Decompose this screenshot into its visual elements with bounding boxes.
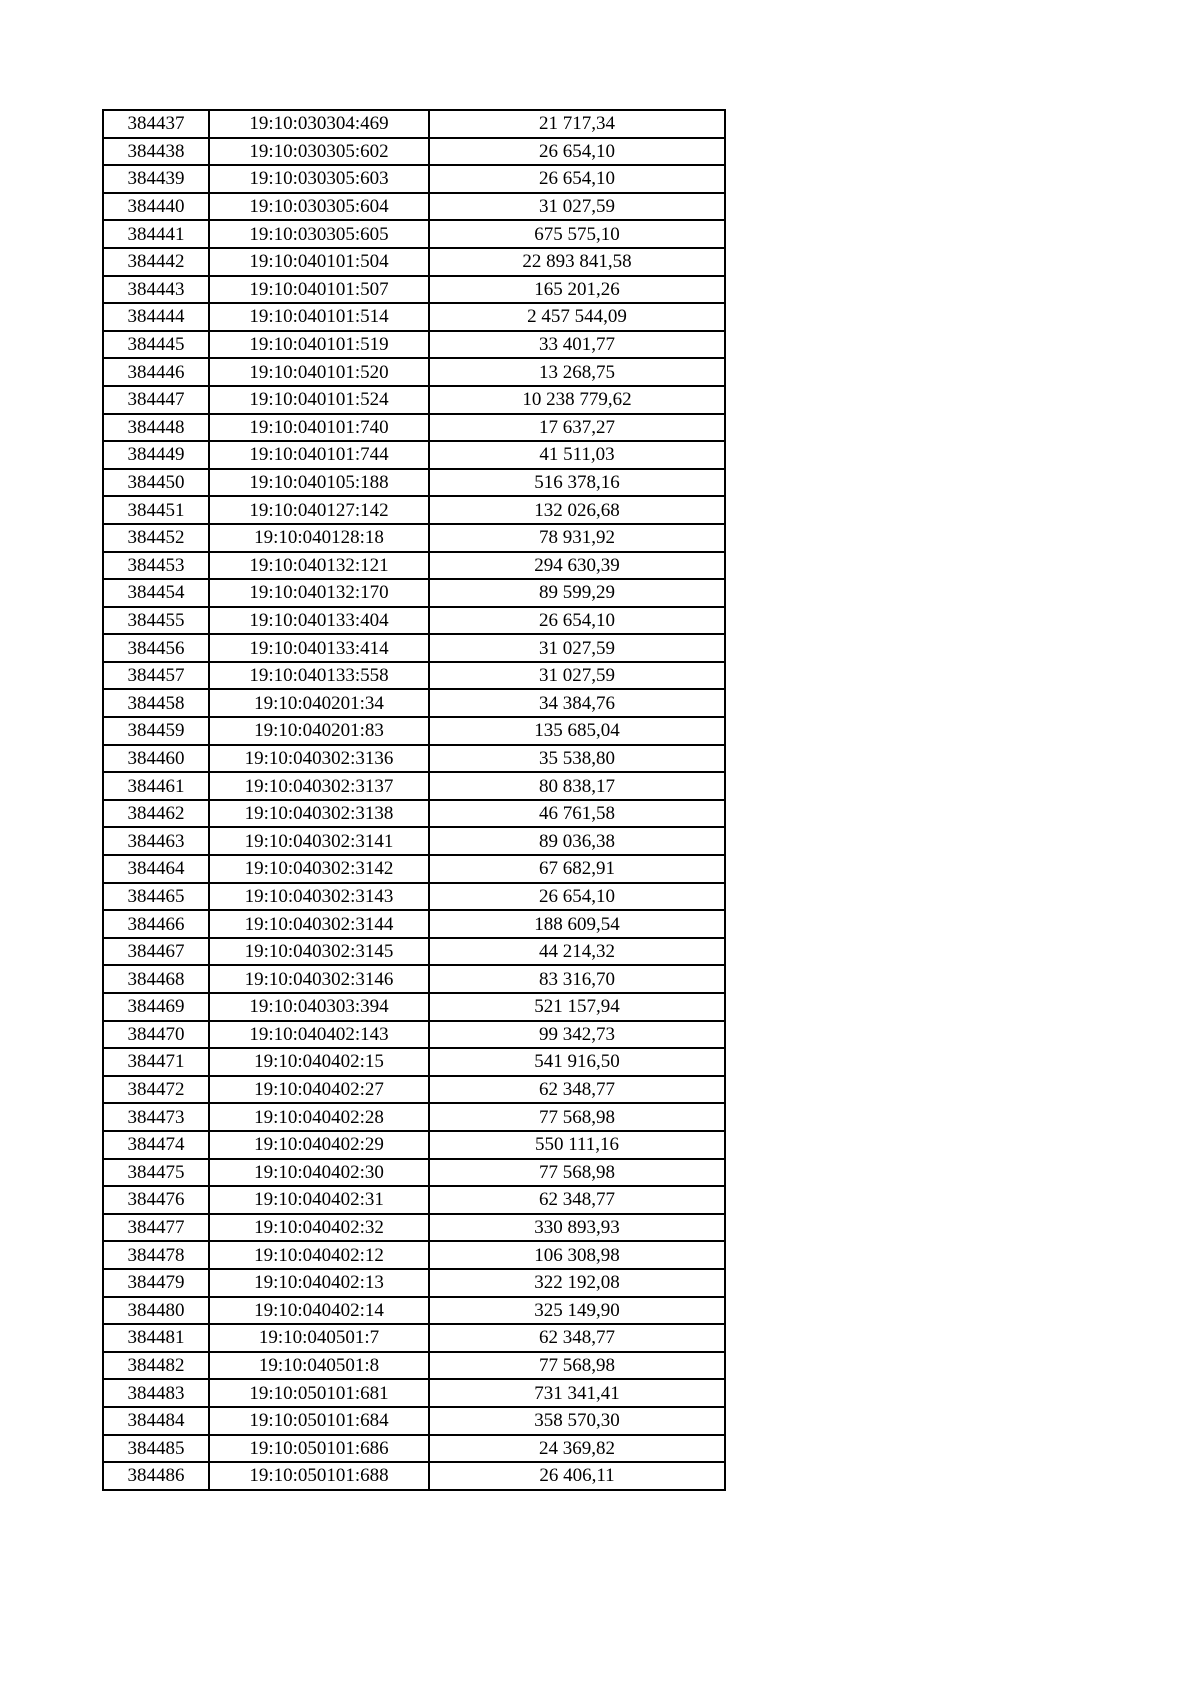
cadastral-number-cell: 19:10:040128:18 <box>209 524 429 552</box>
table-row <box>103 138 725 166</box>
cadastral-number-cell: 19:10:040402:29 <box>209 1131 429 1159</box>
table-row <box>103 634 725 662</box>
cadastral-value-cell: 325 149,90 <box>429 1297 725 1325</box>
row-number-cell: 384456 <box>103 634 209 662</box>
cadastral-number-cell: 19:10:040105:188 <box>209 469 429 497</box>
row-number-cell: 384445 <box>103 331 209 359</box>
row-number-cell: 384469 <box>103 993 209 1021</box>
cadastral-number-cell: 19:10:040302:3146 <box>209 965 429 993</box>
row-number-cell: 384450 <box>103 469 209 497</box>
cadastral-value-cell: 322 192,08 <box>429 1269 725 1297</box>
row-number-cell: 384458 <box>103 689 209 717</box>
cadastral-number-cell: 19:10:040201:83 <box>209 717 429 745</box>
row-number-cell: 384462 <box>103 800 209 828</box>
cadastral-value-cell: 10 238 779,62 <box>429 386 725 414</box>
cadastral-value-cell: 135 685,04 <box>429 717 725 745</box>
table-row <box>103 1297 725 1325</box>
cadastral-value-cell: 21 717,34 <box>429 110 725 138</box>
table-row <box>103 358 725 386</box>
row-number-cell: 384460 <box>103 745 209 773</box>
table-row <box>103 938 725 966</box>
cadastral-value-cell: 77 568,98 <box>429 1159 725 1187</box>
cadastral-value-cell: 41 511,03 <box>429 441 725 469</box>
cadastral-value-cell: 33 401,77 <box>429 331 725 359</box>
cadastral-number-cell: 19:10:050101:686 <box>209 1435 429 1463</box>
table-row <box>103 1186 725 1214</box>
table-row <box>103 883 725 911</box>
cadastral-number-cell: 19:10:040402:15 <box>209 1048 429 1076</box>
row-number-cell: 384444 <box>103 303 209 331</box>
cadastral-number-cell: 19:10:040127:142 <box>209 496 429 524</box>
table-row <box>103 1159 725 1187</box>
table-row <box>103 110 725 138</box>
table-row <box>103 1076 725 1104</box>
cadastral-value-cell: 165 201,26 <box>429 276 725 304</box>
cadastral-value-cell: 188 609,54 <box>429 910 725 938</box>
cadastral-number-cell: 19:10:040402:32 <box>209 1214 429 1242</box>
row-number-cell: 384465 <box>103 883 209 911</box>
cadastral-value-cell: 89 599,29 <box>429 579 725 607</box>
row-number-cell: 384474 <box>103 1131 209 1159</box>
cadastral-value-cell: 46 761,58 <box>429 800 725 828</box>
row-number-cell: 384463 <box>103 827 209 855</box>
cadastral-value-cell: 541 916,50 <box>429 1048 725 1076</box>
cadastral-number-cell: 19:10:040402:12 <box>209 1241 429 1269</box>
row-number-cell: 384471 <box>103 1048 209 1076</box>
cadastral-value-cell: 99 342,73 <box>429 1021 725 1049</box>
cadastral-number-cell: 19:10:040101:520 <box>209 358 429 386</box>
row-number-cell: 384441 <box>103 220 209 248</box>
cadastral-number-cell: 19:10:040302:3141 <box>209 827 429 855</box>
cadastral-value-cell: 77 568,98 <box>429 1103 725 1131</box>
row-number-cell: 384457 <box>103 662 209 690</box>
cadastral-number-cell: 19:10:040101:740 <box>209 414 429 442</box>
row-number-cell: 384476 <box>103 1186 209 1214</box>
cadastral-number-cell: 19:10:030305:604 <box>209 193 429 221</box>
cadastral-number-cell: 19:10:050101:681 <box>209 1379 429 1407</box>
table-row <box>103 689 725 717</box>
cadastral-number-cell: 19:10:040133:558 <box>209 662 429 690</box>
table-row <box>103 800 725 828</box>
row-number-cell: 384446 <box>103 358 209 386</box>
table-row <box>103 772 725 800</box>
cadastral-value-cell: 78 931,92 <box>429 524 725 552</box>
table-row <box>103 193 725 221</box>
cadastral-value-cell: 26 406,11 <box>429 1462 725 1490</box>
cadastral-value-cell: 62 348,77 <box>429 1186 725 1214</box>
cadastral-value-cell: 34 384,76 <box>429 689 725 717</box>
row-number-cell: 384478 <box>103 1241 209 1269</box>
cadastral-value-cell: 731 341,41 <box>429 1379 725 1407</box>
row-number-cell: 384464 <box>103 855 209 883</box>
table-row <box>103 248 725 276</box>
row-number-cell: 384449 <box>103 441 209 469</box>
cadastral-number-cell: 19:10:040303:394 <box>209 993 429 1021</box>
cadastral-value-cell: 26 654,10 <box>429 165 725 193</box>
row-number-cell: 384483 <box>103 1379 209 1407</box>
cadastral-value-cell: 44 214,32 <box>429 938 725 966</box>
cadastral-value-cell: 26 654,10 <box>429 883 725 911</box>
row-number-cell: 384484 <box>103 1407 209 1435</box>
table-row <box>103 469 725 497</box>
table-row <box>103 1241 725 1269</box>
row-number-cell: 384438 <box>103 138 209 166</box>
row-number-cell: 384472 <box>103 1076 209 1104</box>
cadastral-value-cell: 35 538,80 <box>429 745 725 773</box>
cadastral-value-cell: 132 026,68 <box>429 496 725 524</box>
row-number-cell: 384451 <box>103 496 209 524</box>
cadastral-value-cell: 24 369,82 <box>429 1435 725 1463</box>
cadastral-number-cell: 19:10:040501:7 <box>209 1324 429 1352</box>
cadastral-number-cell: 19:10:050101:684 <box>209 1407 429 1435</box>
cadastral-number-cell: 19:10:040402:31 <box>209 1186 429 1214</box>
cadastral-number-cell: 19:10:040402:27 <box>209 1076 429 1104</box>
table-row <box>103 165 725 193</box>
cadastral-number-cell: 19:10:040402:28 <box>209 1103 429 1131</box>
cadastral-value-cell: 13 268,75 <box>429 358 725 386</box>
cadastral-number-cell: 19:10:040302:3143 <box>209 883 429 911</box>
row-number-cell: 384453 <box>103 552 209 580</box>
table-row <box>103 524 725 552</box>
table-row <box>103 1103 725 1131</box>
row-number-cell: 384448 <box>103 414 209 442</box>
cadastral-number-cell: 19:10:030304:469 <box>209 110 429 138</box>
table-row <box>103 1379 725 1407</box>
cadastral-number-cell: 19:10:040302:3137 <box>209 772 429 800</box>
cadastral-number-cell: 19:10:040101:514 <box>209 303 429 331</box>
table-row <box>103 1214 725 1242</box>
cadastral-number-cell: 19:10:040101:504 <box>209 248 429 276</box>
row-number-cell: 384482 <box>103 1352 209 1380</box>
table-row <box>103 276 725 304</box>
cadastral-number-cell: 19:10:040101:744 <box>209 441 429 469</box>
cadastral-value-cell: 17 637,27 <box>429 414 725 442</box>
cadastral-value-cell: 294 630,39 <box>429 552 725 580</box>
cadastral-value-cell: 26 654,10 <box>429 607 725 635</box>
cadastral-number-cell: 19:10:040302:3144 <box>209 910 429 938</box>
cadastral-value-cell: 77 568,98 <box>429 1352 725 1380</box>
table-row <box>103 220 725 248</box>
cadastral-value-cell: 358 570,30 <box>429 1407 725 1435</box>
table-body <box>103 110 725 1490</box>
table-row <box>103 717 725 745</box>
cadastral-number-cell: 19:10:050101:688 <box>209 1462 429 1490</box>
cadastral-value-cell: 2 457 544,09 <box>429 303 725 331</box>
row-number-cell: 384475 <box>103 1159 209 1187</box>
cadastral-value-cell: 675 575,10 <box>429 220 725 248</box>
row-number-cell: 384479 <box>103 1269 209 1297</box>
cadastral-value-cell: 62 348,77 <box>429 1076 725 1104</box>
table-row <box>103 745 725 773</box>
row-number-cell: 384447 <box>103 386 209 414</box>
cadastral-number-cell: 19:10:030305:602 <box>209 138 429 166</box>
row-number-cell: 384452 <box>103 524 209 552</box>
row-number-cell: 384477 <box>103 1214 209 1242</box>
row-number-cell: 384443 <box>103 276 209 304</box>
table-row <box>103 1462 725 1490</box>
table-row <box>103 1435 725 1463</box>
table-row <box>103 1269 725 1297</box>
cadastral-number-cell: 19:10:040501:8 <box>209 1352 429 1380</box>
cadastral-number-cell: 19:10:040133:414 <box>209 634 429 662</box>
table-row <box>103 386 725 414</box>
cadastral-number-cell: 19:10:040302:3136 <box>209 745 429 773</box>
cadastral-number-cell: 19:10:040302:3138 <box>209 800 429 828</box>
cadastral-number-cell: 19:10:040402:143 <box>209 1021 429 1049</box>
cadastral-number-cell: 19:10:040101:524 <box>209 386 429 414</box>
cadastral-number-cell: 19:10:040402:13 <box>209 1269 429 1297</box>
cadastral-value-cell: 22 893 841,58 <box>429 248 725 276</box>
table-row <box>103 1021 725 1049</box>
row-number-cell: 384437 <box>103 110 209 138</box>
row-number-cell: 384467 <box>103 938 209 966</box>
table-row <box>103 303 725 331</box>
cadastral-number-cell: 19:10:040101:507 <box>209 276 429 304</box>
cadastral-value-cell: 89 036,38 <box>429 827 725 855</box>
cadastral-value-cell: 516 378,16 <box>429 469 725 497</box>
table-row <box>103 1407 725 1435</box>
table-row <box>103 855 725 883</box>
cadastral-number-cell: 19:10:030305:603 <box>209 165 429 193</box>
row-number-cell: 384439 <box>103 165 209 193</box>
table-row <box>103 552 725 580</box>
table-row <box>103 1324 725 1352</box>
cadastral-value-cell: 31 027,59 <box>429 662 725 690</box>
row-number-cell: 384455 <box>103 607 209 635</box>
table-row <box>103 1352 725 1380</box>
cadastral-number-cell: 19:10:040302:3142 <box>209 855 429 883</box>
table-row <box>103 827 725 855</box>
row-number-cell: 384470 <box>103 1021 209 1049</box>
table-row <box>103 965 725 993</box>
cadastral-number-cell: 19:10:030305:605 <box>209 220 429 248</box>
cadastral-number-cell: 19:10:040101:519 <box>209 331 429 359</box>
cadastral-number-cell: 19:10:040402:14 <box>209 1297 429 1325</box>
table-row <box>103 496 725 524</box>
row-number-cell: 384485 <box>103 1435 209 1463</box>
row-number-cell: 384461 <box>103 772 209 800</box>
table-row <box>103 414 725 442</box>
cadastral-value-cell: 26 654,10 <box>429 138 725 166</box>
cadastral-value-cell: 31 027,59 <box>429 193 725 221</box>
cadastral-value-cell: 31 027,59 <box>429 634 725 662</box>
row-number-cell: 384486 <box>103 1462 209 1490</box>
table-row <box>103 607 725 635</box>
cadastral-number-cell: 19:10:040133:404 <box>209 607 429 635</box>
cadastral-number-cell: 19:10:040132:170 <box>209 579 429 607</box>
cadastral-value-cell: 330 893,93 <box>429 1214 725 1242</box>
cadastral-value-cell: 550 111,16 <box>429 1131 725 1159</box>
row-number-cell: 384454 <box>103 579 209 607</box>
row-number-cell: 384473 <box>103 1103 209 1131</box>
cadastral-number-cell: 19:10:040302:3145 <box>209 938 429 966</box>
cadastral-value-cell: 106 308,98 <box>429 1241 725 1269</box>
cadastral-value-cell: 80 838,17 <box>429 772 725 800</box>
cadastral-value-cell: 62 348,77 <box>429 1324 725 1352</box>
cadastral-number-cell: 19:10:040132:121 <box>209 552 429 580</box>
row-number-cell: 384466 <box>103 910 209 938</box>
table-row <box>103 579 725 607</box>
table-row <box>103 910 725 938</box>
row-number-cell: 384468 <box>103 965 209 993</box>
table-row <box>103 331 725 359</box>
table-row <box>103 441 725 469</box>
cadastral-number-cell: 19:10:040201:34 <box>209 689 429 717</box>
table-row <box>103 1131 725 1159</box>
row-number-cell: 384459 <box>103 717 209 745</box>
cadastral-number-cell: 19:10:040402:30 <box>209 1159 429 1187</box>
cadastral-value-cell: 67 682,91 <box>429 855 725 883</box>
table-row <box>103 662 725 690</box>
row-number-cell: 384481 <box>103 1324 209 1352</box>
table-row <box>103 993 725 1021</box>
table-row <box>103 1048 725 1076</box>
cadastral-value-cell: 83 316,70 <box>429 965 725 993</box>
row-number-cell: 384440 <box>103 193 209 221</box>
row-number-cell: 384442 <box>103 248 209 276</box>
row-number-cell: 384480 <box>103 1297 209 1325</box>
cadastral-value-cell: 521 157,94 <box>429 993 725 1021</box>
cadastral-value-table <box>102 109 726 1491</box>
